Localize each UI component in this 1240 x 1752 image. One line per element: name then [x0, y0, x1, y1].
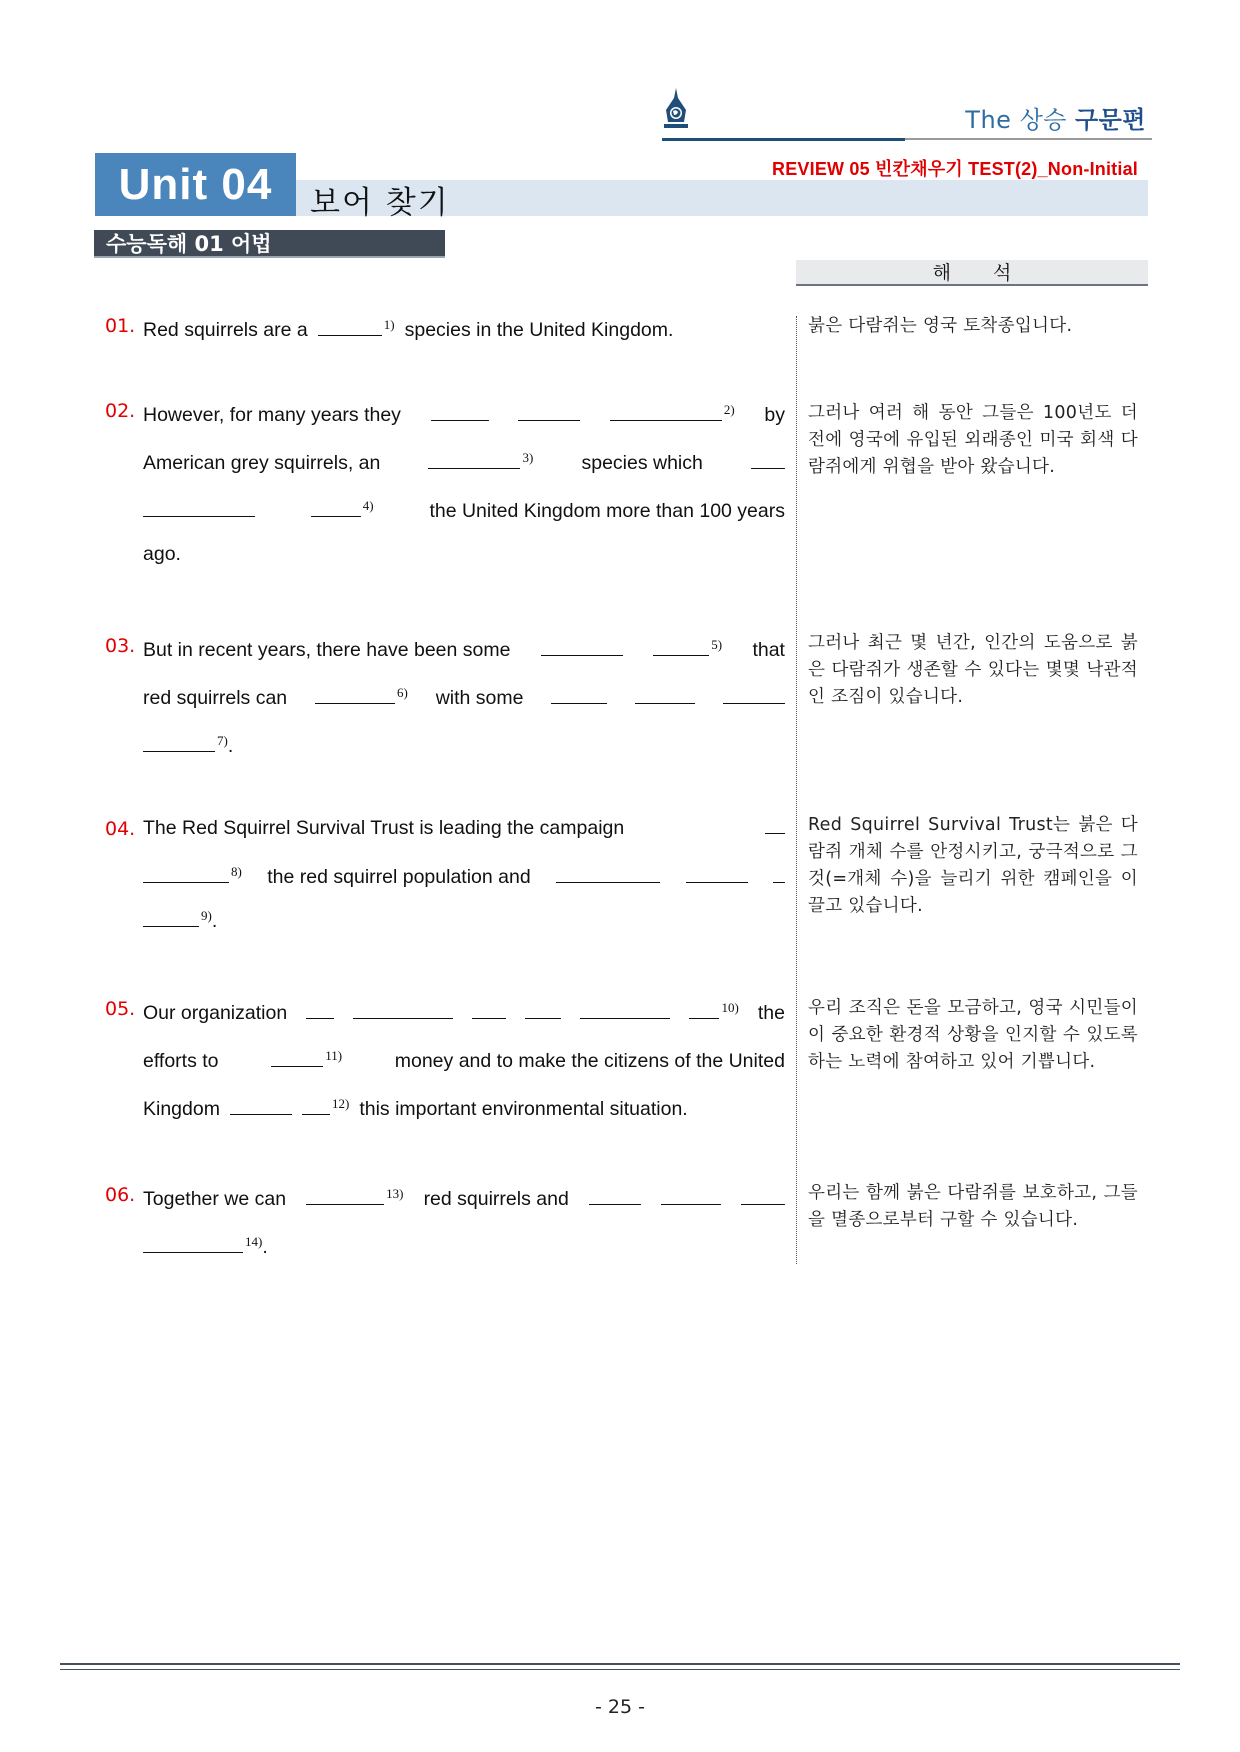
- blank-number: 1): [383, 317, 395, 332]
- answer-blank[interactable]: [751, 452, 785, 469]
- answer-blank-1[interactable]: [318, 301, 395, 354]
- header-rule: [662, 138, 1152, 140]
- sentence-line: [143, 301, 785, 349]
- answer-blank-4[interactable]: [311, 482, 374, 535]
- blank-number: 2): [723, 402, 735, 417]
- text-segment: the: [757, 1002, 785, 1024]
- answer-blank[interactable]: [541, 639, 623, 656]
- answer-blank[interactable]: [580, 1002, 670, 1019]
- answer-blank-13[interactable]: [306, 1170, 403, 1223]
- text-segment: American grey squirrels, an: [143, 452, 381, 474]
- unit-label: Unit 04: [95, 153, 296, 216]
- answer-blank-3[interactable]: [428, 434, 533, 487]
- blank-number: 8): [231, 864, 242, 879]
- book-brand: [965, 100, 1146, 135]
- sentence-line: [143, 482, 785, 530]
- answer-blank[interactable]: [686, 866, 748, 883]
- answer-blank[interactable]: [723, 687, 785, 704]
- answer-blank[interactable]: [589, 1188, 641, 1205]
- item-number: 06.: [105, 1184, 136, 1206]
- column-divider: [796, 316, 797, 1264]
- answer-blank-6[interactable]: [315, 669, 408, 722]
- answer-blank[interactable]: [230, 1098, 292, 1115]
- text-segment: with some: [435, 687, 524, 709]
- blank-number: 14): [245, 1234, 263, 1249]
- sentence-line: [143, 717, 785, 765]
- text-segment: species which: [581, 452, 703, 474]
- text-segment: the United Kingdom more than 100 years: [429, 500, 785, 522]
- answer-blank[interactable]: [306, 1002, 334, 1019]
- item-number: 02.: [105, 400, 136, 422]
- blank-number: 11): [325, 1048, 343, 1063]
- sentence-line: [143, 669, 785, 717]
- answer-blank[interactable]: [741, 1188, 785, 1205]
- text-segment: Together we can: [143, 1188, 287, 1210]
- answer-blank-5[interactable]: [653, 621, 722, 674]
- text-segment: efforts to: [143, 1050, 219, 1072]
- text-segment: by: [764, 404, 785, 426]
- answer-blank[interactable]: [773, 866, 785, 883]
- answer-blank-14[interactable]: [143, 1218, 268, 1271]
- english-sentence: [143, 804, 785, 940]
- translation-03: 그러나 최근 몇 년간, 인간의 도움으로 붉은 다람쥐가 생존할 수 있다는 몇몇 낙관적인 조짐이 있습니다.: [808, 633, 1138, 707]
- answer-blank-2[interactable]: [610, 386, 735, 439]
- english-sentence: [143, 621, 785, 765]
- translation-02: 그러나 여러 해 동안 그들은 100년도 더 전에 영국에 유입된 외래종인 미국 회색 다람쥐에게 위협을 받아 왔습니다.: [808, 403, 1138, 477]
- translation-header: 해석: [796, 260, 1148, 286]
- text-segment: .: [227, 735, 234, 757]
- text-segment: red squirrels can: [143, 687, 288, 709]
- sentence-line: [143, 1170, 785, 1218]
- answer-blank-11[interactable]: [271, 1032, 342, 1085]
- sentence-line: [143, 621, 785, 669]
- text-segment: Red squirrels are a: [143, 319, 308, 341]
- translation-04: Red Squirrel Survival Trust는 붉은 다람쥐 개체 수를 안정시키고, 궁극적으로 그것(=개체 수)을 늘리기 위한 캠페인을 이끌고 있습니다.: [808, 815, 1138, 916]
- translation-06: 우리는 함께 붉은 다람쥐를 보호하고, 그들을 멸종으로부터 구할 수 있습니다.: [808, 1183, 1138, 1230]
- answer-blank-7[interactable]: [143, 717, 233, 770]
- text-segment: the red squirrel population and: [267, 866, 531, 888]
- text-segment: that: [752, 639, 785, 661]
- text-segment: Kingdom: [143, 1098, 220, 1120]
- text-segment: ago.: [143, 543, 181, 565]
- answer-blank[interactable]: [765, 817, 785, 834]
- translation-05: 우리 조직은 돈을 모금하고, 영국 시민들이 이 중요한 환경적 상황을 인지할 수 있도록 하는 노력에 참여하고 있어 기쁩니다.: [808, 998, 1138, 1072]
- footer-rule: [60, 1663, 1180, 1670]
- blank-number: 10): [721, 1000, 739, 1015]
- answer-blank-9[interactable]: [143, 892, 217, 945]
- sentence-line: [143, 848, 785, 892]
- page-number: - 25 -: [595, 1696, 645, 1718]
- blank-number: 3): [522, 450, 534, 465]
- item-number: 03.: [105, 635, 136, 657]
- item-number: 04.: [105, 818, 136, 840]
- answer-blank-12[interactable]: [302, 1080, 349, 1133]
- answer-blank[interactable]: [353, 1002, 453, 1019]
- answer-blank[interactable]: [556, 866, 660, 883]
- text-segment: The Red Squirrel Survival Trust is leading the campaign: [143, 817, 625, 839]
- answer-blank[interactable]: [431, 404, 489, 421]
- text-segment: .: [262, 1236, 268, 1258]
- fountain-pen-globe-icon: [662, 88, 690, 134]
- brand-prefix: The 상승: [965, 106, 1067, 134]
- text-segment: money and to make the citizens of the United: [394, 1050, 785, 1072]
- sentence-line: [143, 434, 785, 482]
- text-segment: this important environmental situation.: [359, 1098, 688, 1120]
- english-sentence: [143, 301, 785, 349]
- blank-number: 13): [386, 1186, 404, 1201]
- brand-strong: 구문편: [1074, 106, 1146, 134]
- review-title: REVIEW 05 빈칸채우기 TEST(2)_Non-Initial: [772, 159, 1138, 179]
- answer-blank[interactable]: [551, 687, 607, 704]
- blank-number: 12): [331, 1096, 350, 1111]
- blank-number: 4): [362, 498, 374, 513]
- answer-blank[interactable]: [661, 1188, 721, 1205]
- text-segment: However, for many years they: [143, 404, 401, 426]
- answer-blank[interactable]: [472, 1002, 506, 1019]
- text-segment: .: [211, 910, 218, 932]
- answer-blank[interactable]: [518, 404, 580, 421]
- answer-blank[interactable]: [525, 1002, 561, 1019]
- answer-blank[interactable]: [143, 500, 255, 517]
- section-label: 수능독해 01 어법: [94, 230, 445, 258]
- blank-number: 7): [217, 733, 228, 748]
- blank-number: 5): [711, 637, 723, 652]
- item-number: 01.: [105, 315, 136, 337]
- text-segment: But in recent years, there have been some: [143, 639, 511, 661]
- sentence-line: [143, 984, 785, 1032]
- sentence-line: [143, 1080, 785, 1128]
- english-sentence: [143, 984, 785, 1128]
- blank-number: 6): [397, 685, 408, 700]
- blank-number: 9): [201, 908, 212, 923]
- text-segment: Our organization: [143, 1002, 288, 1024]
- english-sentence: [143, 386, 785, 578]
- sentence-line: [143, 804, 785, 848]
- sentence-line: [143, 530, 785, 578]
- answer-blank-10[interactable]: [689, 984, 738, 1037]
- sentence-line: [143, 1218, 785, 1260]
- item-number: 05.: [105, 998, 136, 1020]
- answer-blank[interactable]: [635, 687, 695, 704]
- sentence-line: [143, 1032, 785, 1080]
- text-segment: species in the United Kingdom.: [404, 319, 674, 341]
- text-segment: red squirrels and: [423, 1188, 569, 1210]
- sentence-line: [143, 386, 785, 434]
- translation-01: 붉은 다람쥐는 영국 토착종입니다.: [808, 316, 1073, 336]
- english-sentence: [143, 1170, 785, 1260]
- unit-title: 보어 찾기: [310, 185, 450, 221]
